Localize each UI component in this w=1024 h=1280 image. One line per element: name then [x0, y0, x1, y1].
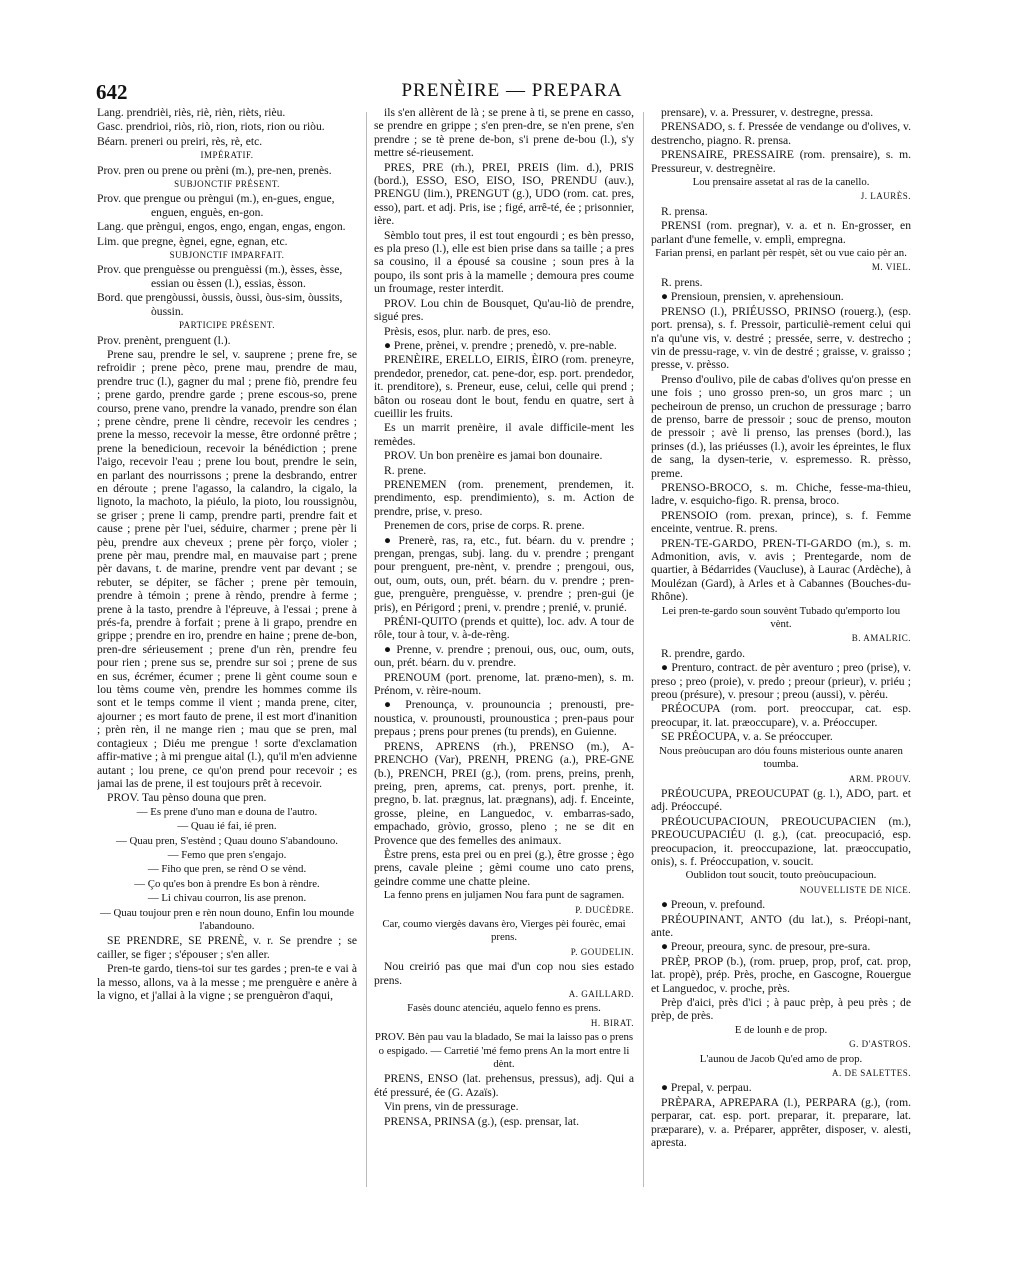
dictionary-paragraph: PRENSI (rom. pregnar), v. a. et n. En-grosser, en parlant d'une femelle, v. emplì, empregna.	[651, 219, 911, 246]
dictionary-paragraph: A. DE SALETTES.	[832, 1068, 911, 1079]
dictionary-paragraph: — Es prene d'uno man e douna de l'autro.	[136, 805, 318, 818]
dictionary-paragraph: Prov. prenènt, prenguent (l.).	[97, 333, 231, 347]
dictionary-paragraph: Prèp d'aici, près d'ici ; à pauc prèp, à peu près ; de prèp, de près.	[651, 996, 911, 1023]
dictionary-paragraph: ● Prene, prènei, v. prendre ; prenedò, v. pre-nable.	[384, 338, 617, 352]
running-title: PRENÈIRE — PREPARA	[401, 80, 623, 101]
dictionary-paragraph: Pren-te gardo, tiens-toi sur tes gardes ; pren-te e vai à la messo, allons, va à la messe ; me prenguère e anère à la vigno, et j'allai à la vigne ; se prenguèron d'aqui,	[97, 962, 357, 1002]
dictionary-paragraph: — Ço qu'es bon à prendre Es bon à rèndre.	[134, 877, 320, 890]
dictionary-paragraph: Lang. que prèngui, engos, engo, engan, engas, engon.	[97, 220, 346, 234]
dictionary-paragraph: H. BIRAT.	[590, 1017, 634, 1028]
dictionary-paragraph: PRENOUM (port. prenome, lat. præno-men), s. m. Prénom, v. rèire-noum.	[374, 670, 634, 698]
dictionary-paragraph: ● Prenne, v. prendre ; prenoui, ous, ouc, oum, outs, oun, prét. béarn. du v. prendre.	[374, 642, 634, 670]
dictionary-paragraph: — Fiho que pren, se rènd O se vènd.	[147, 863, 307, 876]
dictionary-paragraph: PRÈPARA, APREPARA (l.), PERPARA (g.), (rom. perparar, cat. esp. port. preparar, it. preparare, lat. præparare), v. a. Préparer, apprêter, disposer, v. alesti, apresta.	[651, 1095, 911, 1150]
dictionary-paragraph: — Quau ié fai, ié pren.	[177, 820, 277, 833]
column-divider	[366, 112, 367, 1187]
dictionary-paragraph: PRENEMEN (rom. prenement, prendemen, it. prendimento, esp. prendimiento), s. m. Action de prendre, prise, v. preso.	[374, 477, 634, 518]
dictionary-paragraph: ● Prenerè, ras, ra, etc., fut. béarn. du v. prendre ; prengan, prengas, subj. lang. du v. prendre ; prengant pour prenguent, pre-nènt, v. prendre ; prengoui, ous, out, oum, outs, oun, prét. béarn. du v. prendre ; pren-gue, prenguère, prenguèsse, v. prendre ; pren-gui (je pris), en Périgord ; preni, v. prendre ; prenié, v. prunié.	[374, 533, 634, 614]
dictionary-paragraph: PRENS, ENSO (lat. prehensus, pressus), adj. Qui a été pressuré, ée (G. Azaïs).	[374, 1072, 634, 1099]
dictionary-paragraph: PROV. Lou chin de Bousquet, Qu'au-liò de prendre, sigué pres.	[374, 296, 634, 324]
dictionary-paragraph: PROV. Un bon prenèire es jamai bon dounaire.	[384, 449, 603, 463]
dictionary-paragraph: Bord. que prengòussi, òussis, òussi, òus-sim, òussits, òussin.	[97, 291, 343, 318]
dictionary-paragraph: SUBJONCTIF PRÉSENT.	[174, 179, 280, 190]
dictionary-paragraph: R. prensa.	[661, 204, 708, 218]
dictionary-paragraph: Prov. pren ou prene ou prèni (m.), pre-nen, prenès.	[97, 163, 332, 177]
dictionary-paragraph: Vin prens, vin de pressurage.	[384, 1100, 519, 1114]
dictionary-paragraph: PRÉOUCUPA, PREOUCUPAT (g. l.), ADO, part. et adj. Préoccupé.	[651, 786, 911, 814]
dictionary-paragraph: Sèmblo tout pres, il est tout engourdi ; es bèn presso, es pla preso (l.), elle est bien prise dans sa taille ; a pres sa cousino, il a épousé sa cousine ; soun pres à la poupo, ils sont pris à la mamelle ; demoura pres coume un froumage, rester interdit.	[374, 228, 634, 296]
dictionary-paragraph: Prenso d'oulivo, pile de cabas d'olives qu'on presse en une fois ; uno grosso pren-so, un gros marc ; un pecheiroun de prenso, un cruchon de pressurage ; barro de prenso, barre de pressoir ; souc de prenso, mouton de pressoir ; avè li prenso, las prenses (bord.), las prinses (d.), las priéusses (l.), avoir les épreintes, le flux de sang, la dysen-terie, v. espremesso. R. prèsso, preme.	[651, 372, 911, 480]
dictionary-paragraph: PRES, PRE (rh.), PREI, PREIS (lim. d.), PRIS (bord.), ESSO, ESO, EISO, ISO, PRENDU (auv.), PRENGU (lim.), PRENGUT (g.), UDO (rom. cat. pres, esso), part. et adj. Pris, ise ; figé, arrê-té, ée ; prisonnier, ière.	[374, 160, 634, 228]
page-number: 642	[96, 80, 128, 104]
dictionary-paragraph: ● Prepal, v. perpau.	[661, 1081, 752, 1095]
dictionary-paragraph: PRENS, APRENS (rh.), PRENSO (m.), A-PRENCHO (Var), PRENH, PRENG (a.), PRE-GNE (b.), PRENCH, PREI (g.), (rom. prens, preins, prenh, preing, pren, aprems, cat. prenys, port. prenhe, it. pregno, b. lat. prægnus, lat. prægnans), adj. f. Enceinte, grosse, pleine, en Languedoc, v. embarras-sado, empachado, gròvio, grosso, pleno ; ne se dit en Provence que des femelles des animaux.	[374, 739, 634, 847]
dictionary-paragraph: E de lounh e de prop.	[734, 1023, 828, 1036]
dictionary-paragraph: Lou prensaire assetat al ras de la canello.	[692, 176, 870, 189]
dictionary-paragraph: Gasc. prendrioi, riòs, riò, rion, riots, rion ou riòu.	[97, 120, 325, 134]
dictionary-paragraph: PREN-TE-GARDO, PREN-TI-GARDO (m.), s. m. Admonition, avis, v. avis ; Prentegarde, nom de quartier, à Bédarrides (Vaucluse), à Laurac (Ardèche), à Moulézan (Gard), à Arles et à Cabannes (Bouches-du-Rhône).	[651, 536, 911, 604]
dictionary-paragraph: Es un marrit prenèire, il avale difficile-ment les remèdes.	[374, 421, 634, 448]
dictionary-paragraph: R. prens.	[661, 275, 703, 289]
dictionary-paragraph: PRÉOCUPA (rom. port. preoccupar, cat. esp. preocupar, it. lat. præoccupare), v. a. Préoccuper.	[651, 702, 911, 729]
dictionary-paragraph: — Quau pren, S'estènd ; Quau douno S'abandouno.	[116, 834, 338, 847]
dictionary-paragraph: PRENSAIRE, PRESSAIRE (rom. prensaire), s. m. Pressureur, v. destregnèire.	[651, 148, 911, 175]
dictionary-paragraph: M. VIEL.	[871, 262, 911, 273]
dictionary-paragraph: — Femo que pren s'engajo.	[167, 848, 287, 861]
dictionary-paragraph: PRENSOIO (rom. prexan, prince), s. f. Femme enceinte, ventrue. R. prens.	[651, 508, 911, 536]
dictionary-paragraph: Prov. que prenguèsse ou prenguèssi (m.), èsses, èsse, essian ou èssen (l.), essias, èsson.	[97, 263, 343, 290]
dictionary-paragraph: PRENSADO, s. f. Pressée de vendange ou d'olives, v. destrencho, piagno. R. prensa.	[651, 120, 911, 147]
dictionary-paragraph: R. prene.	[384, 463, 427, 477]
dictionary-paragraph: Lei pren-te-gardo soun souvènt Tubado qu'emporto lou vènt.	[661, 604, 901, 631]
column-left	[97, 106, 357, 1216]
dictionary-paragraph: Farian prensi, en parlant pèr respèt, sèt ou vue caio pèr an.	[655, 247, 907, 260]
dictionary-paragraph: prensare), v. a. Pressurer, v. destregne, pressa.	[661, 106, 874, 119]
dictionary-paragraph: Lim. que pregne, ègnei, egne, egnan, etc.	[97, 234, 288, 248]
column-divider	[643, 112, 644, 1187]
dictionary-paragraph: ● Preoun, v. prefound.	[661, 898, 766, 912]
dictionary-paragraph: NOUVELLISTE DE NICE.	[799, 884, 911, 895]
dictionary-paragraph: Prenemen de cors, prise de corps. R. prene.	[384, 519, 585, 533]
dictionary-paragraph: ils s'en allèrent de là ; se prene à ti, se prene en casso, se prendre en grippe ; s'en pren-dre, se n'en prene, s'en prendre ; se tè prene de-bon, s'i prene de-bou (l.), s'y mettre sé-rieusement.	[374, 106, 634, 160]
dictionary-paragraph: PRENSO-BROCO, s. m. Chiche, fesse-ma-thieu, ladre, v. esquicho-figo. R. prensa, broco.	[651, 480, 911, 508]
dictionary-paragraph: — Quau toujour pren e rèn noun douno, Enfin lou mounde l'abandouno.	[100, 906, 354, 932]
dictionary-paragraph: P. GOUDELIN.	[570, 946, 634, 957]
dictionary-paragraph: Prèsis, esos, plur. narb. de pres, eso.	[384, 324, 551, 338]
dictionary-paragraph: J. LAURÈS.	[860, 191, 911, 202]
dictionary-paragraph: PRÉNI-QUITO (prends et quitte), loc. adv. A tour de rôle, tour à tour, v. à-de-rèng.	[374, 615, 634, 642]
dictionary-paragraph: PROV. Tau pènso douna que pren.	[107, 791, 267, 805]
dictionary-paragraph: PRENÈIRE, ERELLO, EIRIS, ÈIRO (rom. preneyre, prendedor, prenedor, cat. pene-dor, esp. port. prendedor, it. prenditore), s. Preneur, euse, celui, celle qui prend ; bâton ou roseau dont le bout, fendu en quatre, sert à cueillir les fruits.	[374, 353, 634, 420]
dictionary-paragraph: ● Prenounça, v. prounouncia ; prenousti, pre-noustica, v. prounousti, prounoustica ; pren-paus pour prepaus ; prens pour prenes (tu prends), en Guienne.	[374, 698, 634, 739]
dictionary-paragraph: SE PRENDRE, SE PRENÈ, v. r. Se prendre ; se cailler, se figer ; s'épouser ; s'en aller.	[97, 934, 357, 961]
dictionary-paragraph: ● Prensioun, prensien, v. aprehensioun.	[661, 290, 844, 304]
dictionary-paragraph: G. D'ASTROS.	[849, 1039, 911, 1050]
dictionary-paragraph: PRÉOUCUPACIOUN, PREOUCUPACIEN (m.), PREOUCUPACIÉU (l. g.), (cat. preocupació, esp. preocupacion, it. preoccupazione, lat. præoccupatio, onis), s. f. Préoccupation, v. soucit.	[651, 814, 911, 868]
dictionary-paragraph: PRENSA, PRINSA (g.), (esp. prensar, lat.	[384, 1114, 580, 1128]
dictionary-paragraph: P. DUCÈDRE.	[575, 904, 634, 915]
dictionary-paragraph: PRENSO (l.), PRIÉUSSO, PRINSO (rouerg.), (esp. port. prensa), s. f. Pressoir, particuliè-rement celui qui n'a qu'une vis, v. destré ; pressée, serre, v. destrecho ; vin de pressu-rage, v. vin de destré ; graisse, v. graisso ; presse, v. prèsso.	[651, 304, 911, 372]
dictionary-paragraph: PRÈP, PROP (b.), (rom. pruep, prop, prof, cat. prop, lat. propè), prép. Près, proche, en Gascogne, Rouergue et Languedoc, v. proche, près.	[651, 954, 911, 995]
dictionary-paragraph: Nou creirió pas que mai d'un cop nou sies estado prens.	[374, 960, 634, 987]
dictionary-paragraph: Fasès dounc atenciéu, aquelo fenno es prens.	[407, 1002, 601, 1015]
dictionary-paragraph: B. AMALRIC.	[851, 633, 911, 644]
dictionary-paragraph: Prov. que prengue ou prèngui (m.), en-gues, engue, enguen, enguès, en-gon.	[97, 192, 335, 219]
dictionary-paragraph: SE PRÉOCUPA, v. a. Se préoccuper.	[661, 730, 833, 744]
column-middle	[374, 106, 634, 1216]
dictionary-paragraph: Oublidon tout soucit, touto preòucupacioun.	[685, 869, 877, 882]
dictionary-paragraph: R. prendre, gardo.	[661, 646, 746, 660]
dictionary-paragraph: PARTICIPE PRÉSENT.	[179, 320, 275, 331]
dictionary-paragraph: ● Preour, preoura, sync. de presour, pre-sura.	[661, 940, 871, 954]
dictionary-paragraph: L'aunou de Jacob Qu'ed amo de prop.	[699, 1052, 863, 1065]
dictionary-paragraph: Nous preòucupan aro dóu founs misterious ounte anaren toumba.	[659, 744, 903, 771]
dictionary-paragraph: Béarn. preneri ou preiri, rès, rè, etc.	[97, 134, 263, 148]
dictionary-paragraph: PRÉOUPINANT, ANTO (du lat.), s. Préopi-nant, ante.	[651, 912, 911, 939]
dictionary-paragraph: Prene sau, prendre le sel, v. sauprene ; prene fre, se refroidir ; prene pèco, prene mau, prendre de mau, prendre truc (l.), gagner du mal ; prene fiò, prendre feu ; prene gardo, prendre garde ; prene escous-so, prene courso, prene vano, prendre la vanado, prendre son élan ; prene cèndre, prene li cèndre, recevoir les cendres ; prene la messo, recevoir la messe, être ordonné prêtre ; prene la benedicioun, recevoir la bénédiction ; prene l'aigo, recevoir l'eau ; prene lou bout, prendre le sein, en parlant des nourrissons ; prene la desbrando, entrer en déroute ; prene l'agasso, la calandro, la cigalo, la lignoto, la machoto, la piéulo, la pioto, lou roussignòu, se griser ; prene li camp, prendre parti, prendre fait et cause ; prene pèr l'uei, séduire, charmer ; prene pèr li pèu, prendre aux cheveux ; prene pèr forço, violer ; prene pèr mau, prendre mal, en mauvaise part ; prene pèr davans, t. de marine, prendre vent par devant ; se rebuter, se dépiter, se fâcher ; prene pèr temouin, prendre à témoin ; prene à rèndo, prendre à ferme ; prene à la tasto, prendre à l'épreuve, à l'essai ; prene à prés-fa, prendre à forfait ; prene à li grapo, prendre en grippe ; prendre en iro, prendre en haine ; prene de-bon, pren-dre sérieusement ; prene d'un rèn, prendre feu pour rien ; prene sus se, prendre sur soi ; prene de sus en sus, écrémer, écumer ; prene li gènt coume soun e lou tèms coume vèn, prendre les hommes comme ils sont et le temps comme il vient ; manda prene, citer, ajourner ; es mort fauto de prene, il est mort d'inanition ; prèn rèn, il ne mange rien ; mau que se pren, mal contagieux ; Diéu me prengue ! sorte d'exclamation affir-mative ; à mi prengue aital (l.), qu'il m'en advienne autant ; lou prene, ce qu'on prend pour recevoir ; es jamai las de prene, il est toujours prêt à recevoir.	[97, 347, 357, 790]
dictionary-paragraph: — Li chivau courron, lis ase prenon.	[147, 892, 307, 905]
dictionary-paragraph: ● Prenturo, contract. de pèr aventuro ; preo (prise), v. preso ; preo (proie), v. predo ; preour (prieur), v. priéu ; preou (présure), v. presour ; preou (aussi), v. pèréu.	[651, 661, 911, 702]
dictionary-paragraph: ARM. PROUV.	[848, 773, 911, 784]
dictionary-paragraph: A. GAILLARD.	[568, 989, 634, 999]
dictionary-paragraph: Car, coumo viergès davans èro, Vierges pèi fourèc, emai prens.	[382, 917, 626, 944]
dictionary-paragraph: La fenno prens en juljamen Nou fara punt de sagramen.	[383, 889, 625, 902]
dictionary-paragraph: Èstre prens, esta prei ou en prei (g.), être grosse ; ègo prens, cavale pleine ; gèmi coume uno cato prens, geindre comme une chatte pleine.	[374, 847, 634, 888]
column-right	[651, 106, 911, 1216]
dictionary-paragraph: SUBJONCTIF IMPARFAIT.	[169, 250, 285, 261]
dictionary-paragraph: Lang. prendrièi, riès, riè, rièn, rièts, rièu.	[97, 106, 286, 119]
dictionary-paragraph: PROV. Bèn pau vau la bladado, Se mai la laisso pas o prens o espigado. — Carretié 'mé femo prens An la mort entre li dènt.	[374, 1031, 634, 1071]
dictionary-paragraph: IMPÉRATIF.	[200, 150, 254, 161]
